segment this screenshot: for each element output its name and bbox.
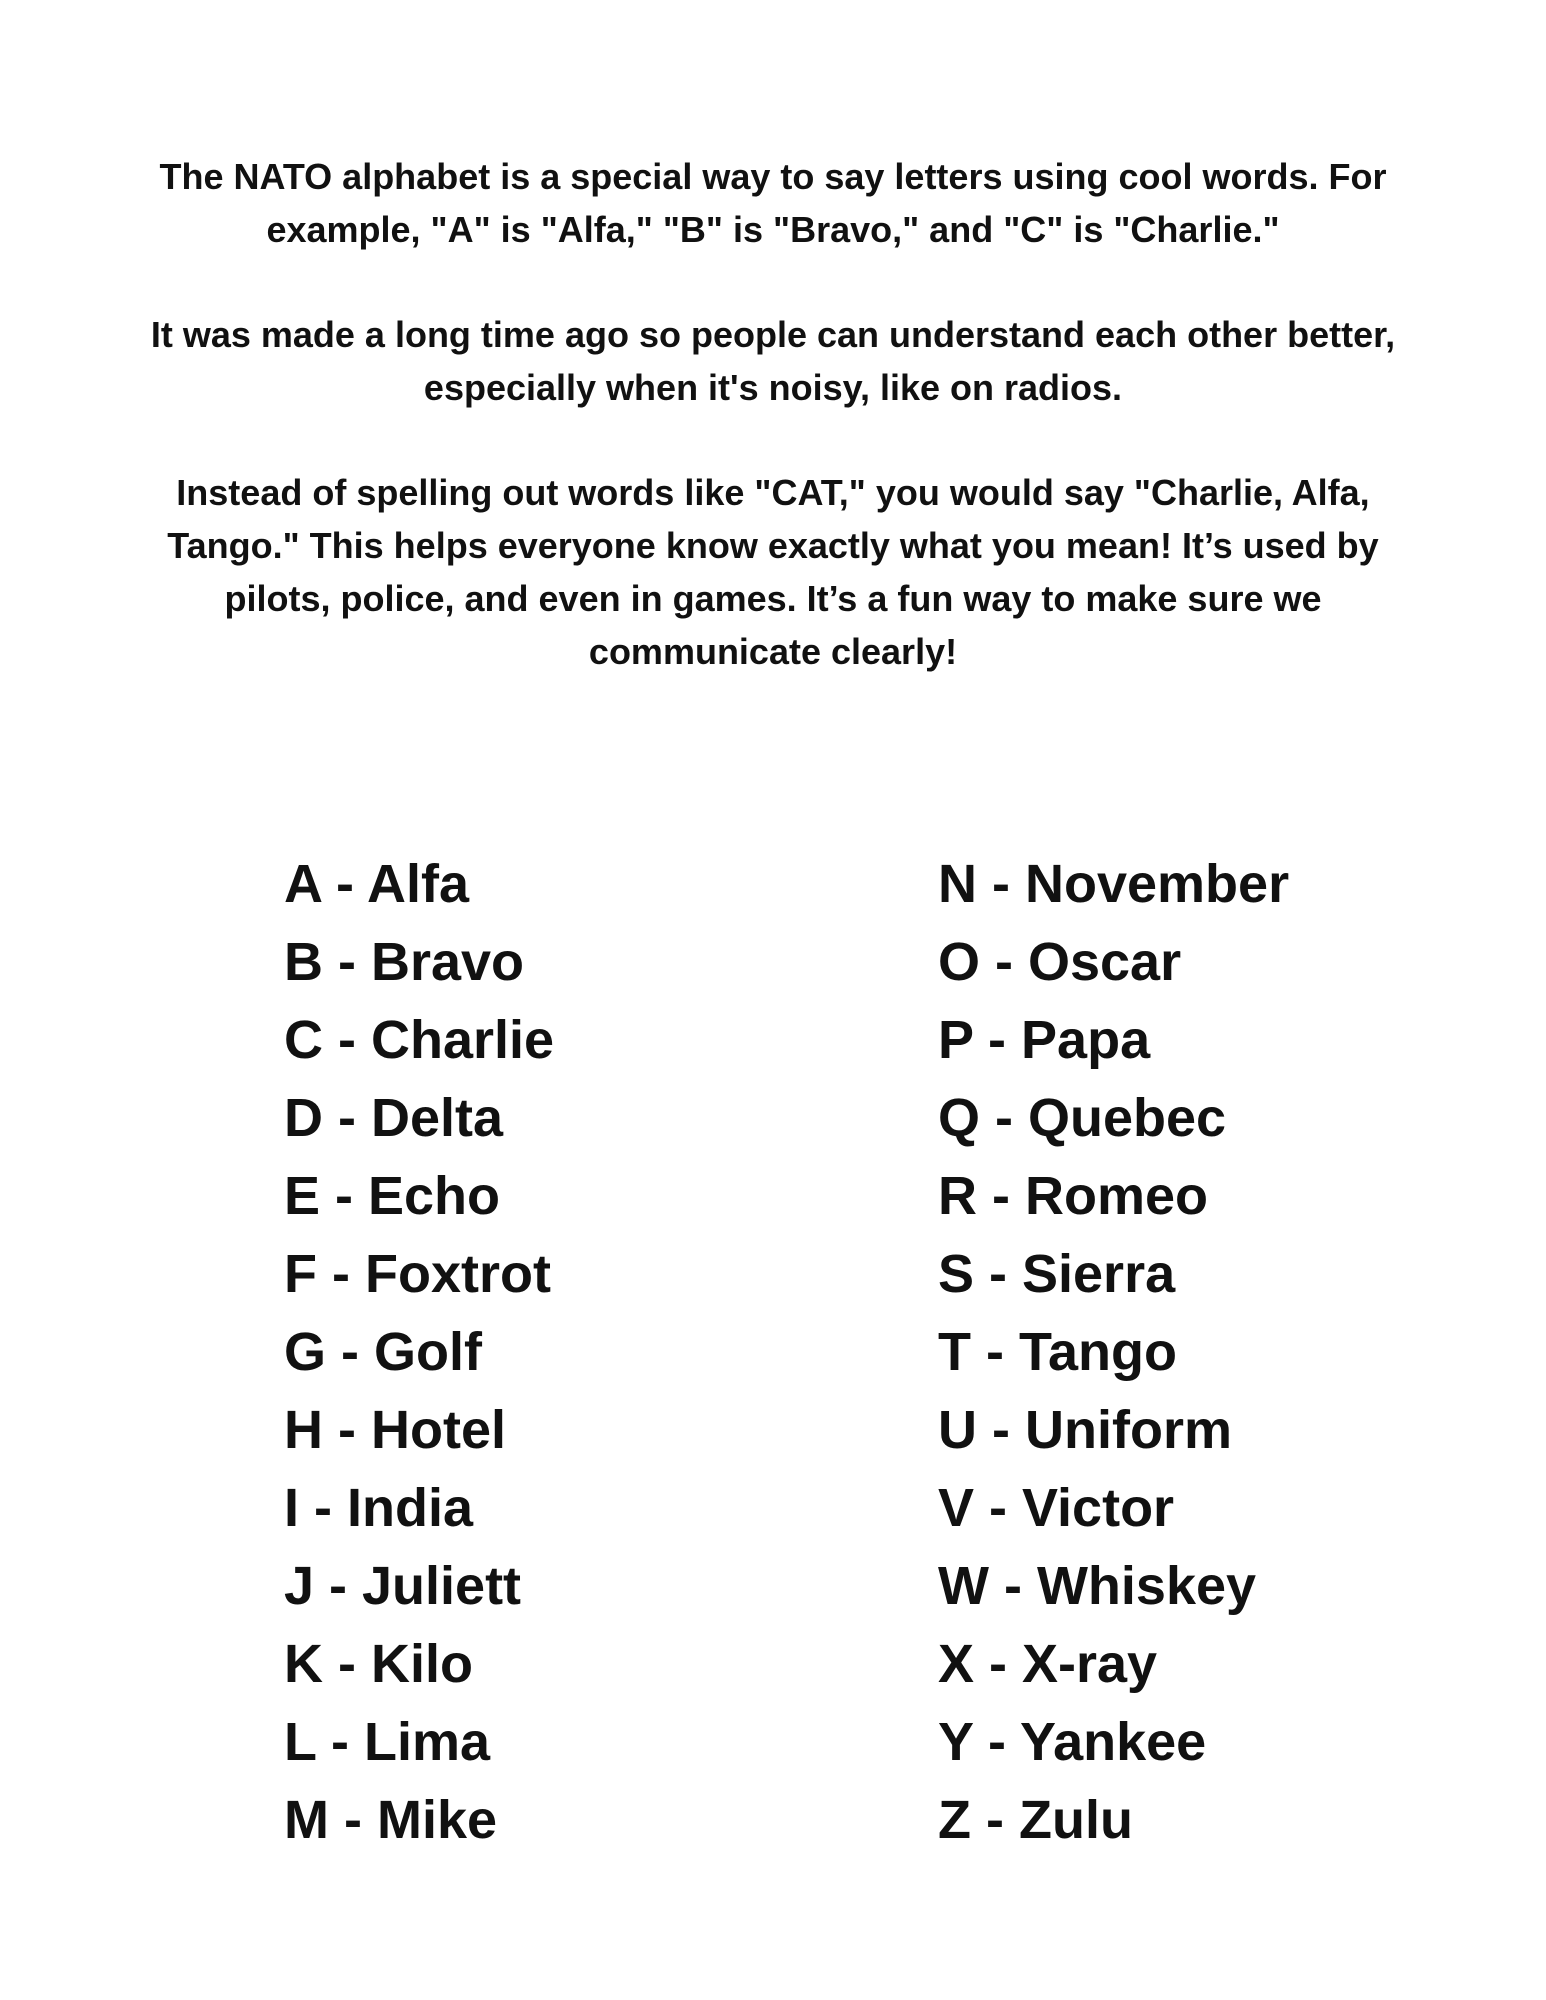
- intro-paragraph-1: The NATO alphabet is a special way to say letters using cool words. For example, "A" is "Alfa," "B" is "Bravo," and "C" is "Charlie.": [159, 156, 1387, 250]
- alphabet-entry-q: Q - Quebec: [938, 1088, 1227, 1148]
- intro-paragraph-3: Instead of spelling out words like "CAT," you would say "Charlie, Alfa, Tango." This helps everyone know exactly what you mean! It’s used by pilots, police, and even in games. It’s a fun way to make sure we communicate clearly!: [167, 472, 1379, 672]
- alphabet-entry-r: R - Romeo: [938, 1166, 1208, 1226]
- alphabet-entry-p: P - Papa: [938, 1010, 1151, 1070]
- alphabet-entry-v: V - Victor: [938, 1478, 1175, 1538]
- alphabet-entry-k: K - Kilo: [284, 1634, 473, 1694]
- alphabet-entry-m: M - Mike: [284, 1790, 498, 1850]
- alphabet-entry-o: O - Oscar: [938, 932, 1182, 992]
- alphabet-column-left: [284, 845, 554, 1859]
- alphabet-entry-x: X - X-ray: [938, 1634, 1158, 1694]
- alphabet-entry-u: U - Uniform: [938, 1400, 1232, 1460]
- alphabet-column-right: [938, 845, 1289, 1859]
- alphabet-entry-i: I - India: [284, 1478, 473, 1538]
- alphabet-entry-h: H - Hotel: [284, 1400, 506, 1460]
- alphabet-entry-n: N - November: [938, 854, 1290, 914]
- alphabet-entry-z: Z - Zulu: [938, 1790, 1133, 1850]
- intro-paragraph-2: It was made a long time ago so people can understand each other better, especially when it's noisy, like on radios.: [150, 314, 1396, 408]
- alphabet-entry-l: L - Lima: [284, 1712, 491, 1772]
- intro-text: [110, 150, 1436, 678]
- alphabet-entry-t: T - Tango: [938, 1322, 1177, 1382]
- alphabet-entry-f: F - Foxtrot: [284, 1244, 551, 1304]
- alphabet-entry-y: Y - Yankee: [938, 1712, 1207, 1772]
- alphabet-entry-c: C - Charlie: [284, 1010, 555, 1070]
- alphabet-entry-g: G - Golf: [284, 1322, 482, 1382]
- alphabet-entry-a: A - Alfa: [284, 854, 469, 914]
- alphabet-entry-w: W - Whiskey: [938, 1556, 1257, 1616]
- alphabet-entry-s: S - Sierra: [938, 1244, 1176, 1304]
- alphabet-entry-e: E - Echo: [284, 1166, 501, 1226]
- alphabet-entry-b: B - Bravo: [284, 932, 525, 992]
- alphabet-entry-d: D - Delta: [284, 1088, 504, 1148]
- alphabet-entry-j: J - Juliett: [284, 1556, 522, 1616]
